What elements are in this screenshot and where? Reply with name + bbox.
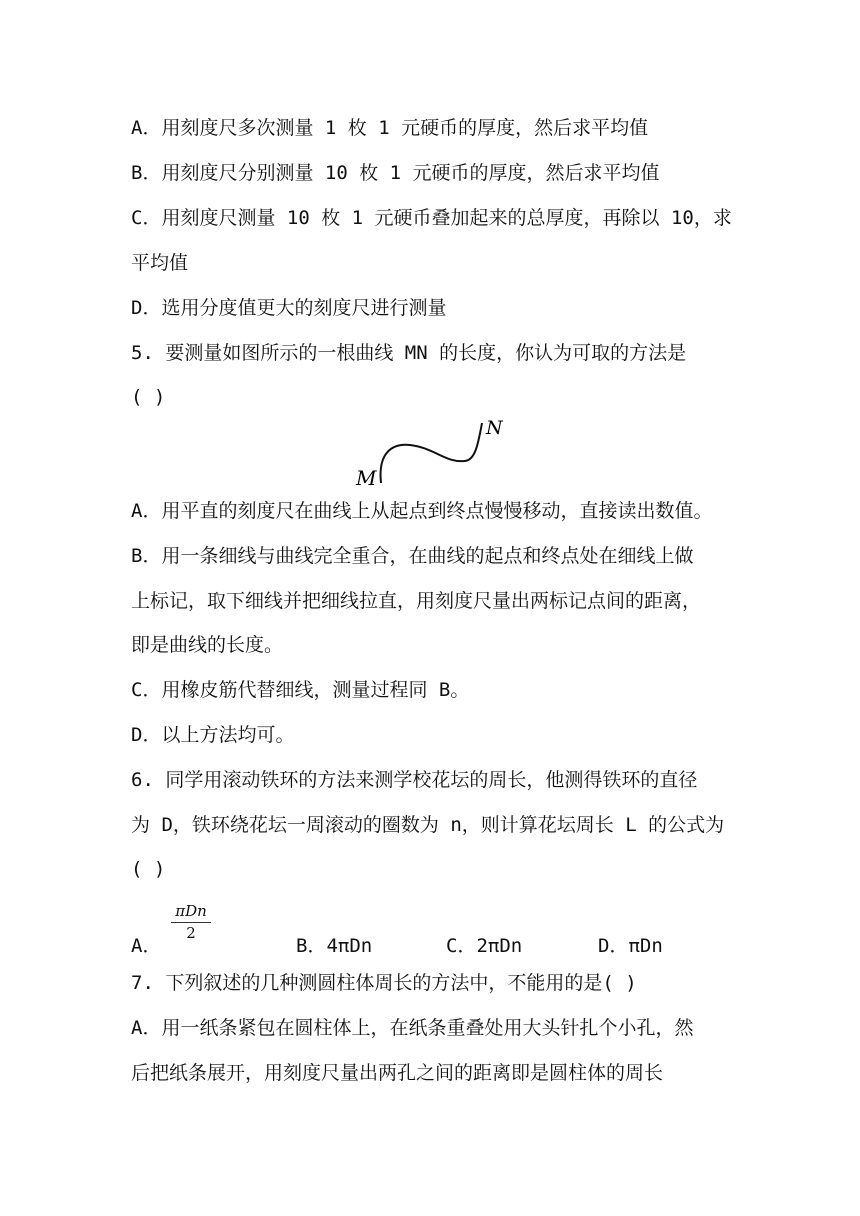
q6-stem-line3: ( ) xyxy=(131,858,166,880)
q6-option-d: D．πDn xyxy=(598,935,663,957)
fraction-bar xyxy=(171,922,211,923)
q7-option-a-line2: 后把纸条展开，用刻度尺量出两孔之间的距离即是圆柱体的周长 xyxy=(131,1062,664,1084)
q5-option-a: A．用平直的刻度尺在曲线上从起点到终点慢慢移动，直接读出数值。 xyxy=(131,500,713,522)
q6-option-a-label: A． xyxy=(131,935,162,957)
curve-mn-diagram xyxy=(350,415,510,490)
q4-option-d: D．选用分度值更大的刻度尺进行测量 xyxy=(131,297,447,319)
q4-option-c-line1: C．用刻度尺测量 10 枚 1 元硬币叠加起来的总厚度，再除以 10，求 xyxy=(131,207,732,229)
q4-option-b: B．用刻度尺分别测量 10 枚 1 元硬币的厚度，然后求平均值 xyxy=(131,162,660,184)
q5-option-d: D．以上方法均可。 xyxy=(131,724,295,746)
q6-options xyxy=(131,900,731,960)
q6-option-b: B．4πDn xyxy=(296,935,373,957)
label-m: M xyxy=(356,466,377,490)
q5-option-b-line3: 即是曲线的长度。 xyxy=(131,634,284,656)
curve-mn-figure xyxy=(350,415,510,490)
q7-stem: 7. 下列叙述的几种测圆柱体周长的方法中，不能用的是( ) xyxy=(131,972,637,994)
q5-option-b-line1: B．用一条细线与曲线完全重合，在曲线的起点和终点处在细线上做 xyxy=(131,545,694,567)
fraction-numerator: πDn xyxy=(175,902,207,920)
q4-option-c-line2: 平均值 xyxy=(131,252,189,274)
q5-stem-line1: 5. 要测量如图所示的一根曲线 MN 的长度，你认为可取的方法是 xyxy=(131,342,687,364)
q6-stem-line2: 为 D，铁环绕花坛一周滚动的圈数为 n，则计算花坛周长 L 的公式为 xyxy=(131,814,725,836)
q4-option-a: A．用刻度尺多次测量 1 枚 1 元硬币的厚度，然后求平均值 xyxy=(131,117,649,139)
q5-stem-line2: ( ) xyxy=(131,386,166,408)
q5-option-b-line2: 上标记，取下细线并把细线拉直，用刻度尺量出两标记点间的距离， xyxy=(131,590,702,612)
q6-option-a-fraction xyxy=(169,902,213,943)
curve-mn xyxy=(381,423,482,483)
label-n: N xyxy=(486,417,503,439)
fraction-denominator: 2 xyxy=(186,924,196,942)
q6-option-c: C．2πDn xyxy=(446,935,523,957)
q7-option-a-line1: A．用一纸条紧包在圆柱体上，在纸条重叠处用大头针扎个小孔，然 xyxy=(131,1017,694,1039)
q5-option-c: C．用橡皮筋代替细线，测量过程同 B。 xyxy=(131,679,470,701)
q6-stem-line1: 6. 同学用滚动铁环的方法来测学校花坛的周长，他测得铁环的直径 xyxy=(131,769,698,791)
